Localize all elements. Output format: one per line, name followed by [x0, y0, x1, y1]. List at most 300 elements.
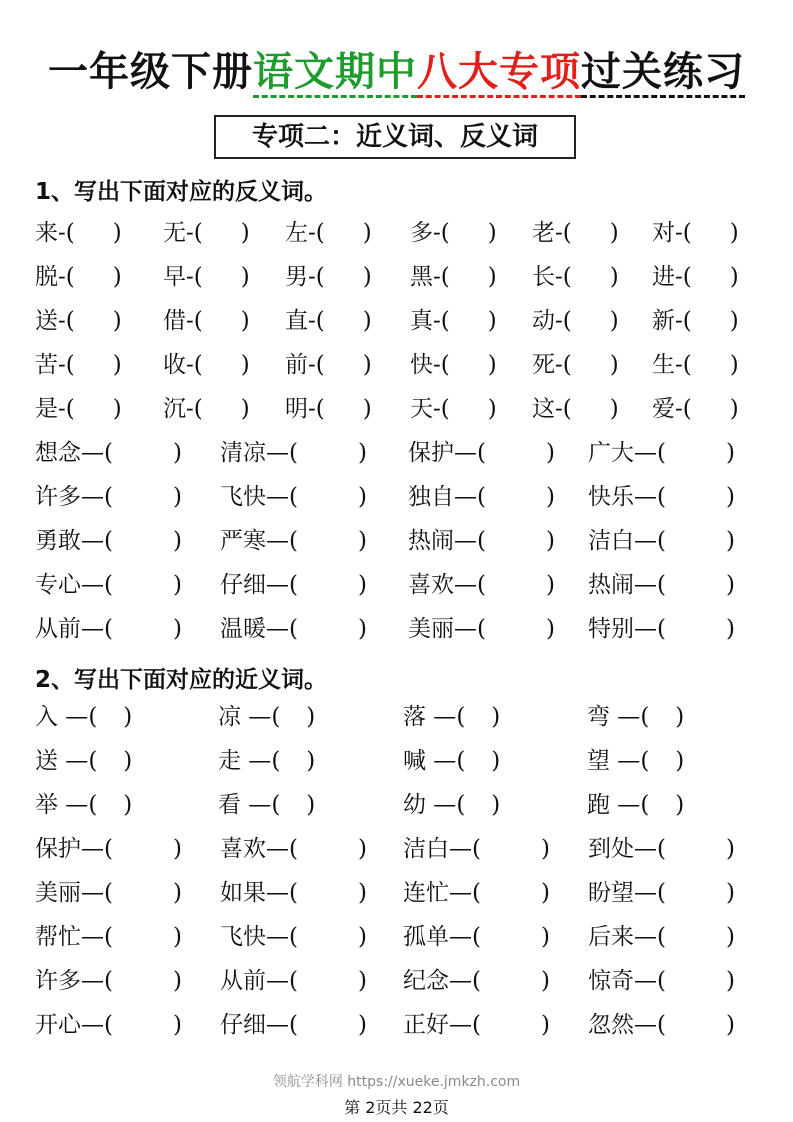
- answer-blank[interactable]: ( ): [562, 352, 619, 378]
- answer-blank[interactable]: ( ): [104, 440, 182, 466]
- answer-blank[interactable]: ( ): [271, 704, 316, 730]
- word-label: 仔细: [220, 572, 266, 598]
- answer-blank[interactable]: ( ): [289, 1012, 367, 1038]
- word-item: [218, 697, 315, 737]
- dash: -: [58, 396, 66, 422]
- word-label: 洁白: [403, 836, 449, 862]
- answer-blank[interactable]: ( ): [477, 484, 555, 510]
- dash: —: [81, 968, 104, 994]
- word-label: 无: [163, 220, 186, 246]
- word-label: 美丽: [408, 616, 454, 642]
- answer-blank[interactable]: ( ): [289, 484, 367, 510]
- answer-blank[interactable]: ( ): [562, 220, 619, 246]
- word-item: [35, 257, 122, 297]
- word-item: [285, 257, 372, 297]
- dash: -: [433, 396, 441, 422]
- word-label: 专心: [35, 572, 81, 598]
- word-item: [403, 917, 550, 957]
- word-label: 生: [652, 352, 675, 378]
- dash: —: [454, 484, 477, 510]
- dash: —: [634, 616, 657, 642]
- word-label: 望: [587, 748, 610, 774]
- answer-blank[interactable]: ( ): [104, 572, 182, 598]
- dash: —: [454, 440, 477, 466]
- answer-blank[interactable]: ( ): [65, 264, 122, 290]
- answer-blank[interactable]: ( ): [315, 396, 372, 422]
- exercise-row: [0, 1005, 793, 1045]
- word-label: 帮忙: [35, 924, 81, 950]
- dash: —: [81, 572, 104, 598]
- exercise-row: [0, 477, 793, 517]
- answer-blank[interactable]: ( ): [88, 792, 133, 818]
- dash: —: [81, 924, 104, 950]
- answer-blank[interactable]: ( ): [104, 924, 182, 950]
- word-item: [403, 829, 550, 869]
- word-item: [35, 917, 182, 957]
- answer-blank[interactable]: ( ): [289, 968, 367, 994]
- exercise-row: [0, 345, 793, 385]
- word-item: [588, 477, 735, 517]
- word-label: 落: [403, 704, 426, 730]
- word-label: 对: [652, 220, 675, 246]
- word-item: [220, 477, 367, 517]
- answer-blank[interactable]: ( ): [440, 396, 497, 422]
- word-item: [218, 785, 315, 825]
- word-label: 直: [285, 308, 308, 334]
- answer-blank[interactable]: ( ): [271, 748, 316, 774]
- answer-blank[interactable]: ( ): [104, 880, 182, 906]
- word-label: 快乐: [588, 484, 634, 510]
- answer-blank[interactable]: ( ): [562, 308, 619, 334]
- word-label: 保护: [35, 836, 81, 862]
- word-label: 死: [532, 352, 555, 378]
- word-label: 广大: [588, 440, 634, 466]
- answer-blank[interactable]: ( ): [657, 440, 735, 466]
- answer-blank[interactable]: ( ): [477, 528, 555, 554]
- answer-blank[interactable]: ( ): [104, 528, 182, 554]
- word-item: [220, 521, 367, 561]
- answer-blank[interactable]: ( ): [315, 308, 372, 334]
- word-label: 洁白: [588, 528, 634, 554]
- word-label: 仔细: [220, 1012, 266, 1038]
- answer-blank[interactable]: ( ): [440, 220, 497, 246]
- answer-blank[interactable]: ( ): [640, 704, 685, 730]
- word-label: 如果: [220, 880, 266, 906]
- word-label: 入: [35, 704, 58, 730]
- word-label: 沉: [163, 396, 186, 422]
- word-item: [35, 477, 182, 517]
- dash: —: [610, 748, 641, 774]
- section2-heading: 2、写出下面对应的近义词。: [35, 667, 328, 693]
- exercise-row: [0, 873, 793, 913]
- word-item: [410, 345, 497, 385]
- footer-page-number: 第 2页共 22页: [344, 1098, 449, 1117]
- word-item: [35, 213, 122, 253]
- exercise-row: [0, 301, 793, 341]
- word-item: [652, 301, 739, 341]
- word-label: 飞快: [220, 484, 266, 510]
- word-item: [408, 565, 555, 605]
- word-label: 来: [35, 220, 58, 246]
- answer-blank[interactable]: ( ): [472, 880, 550, 906]
- dash: —: [449, 1012, 472, 1038]
- word-label: 这: [532, 396, 555, 422]
- exercise-row: [0, 521, 793, 561]
- dash: -: [675, 396, 683, 422]
- exercise-row: [0, 697, 793, 737]
- answer-blank[interactable]: ( ): [682, 264, 739, 290]
- dash: -: [58, 352, 66, 378]
- word-label: 快: [410, 352, 433, 378]
- answer-blank[interactable]: ( ): [682, 396, 739, 422]
- word-item: [587, 741, 684, 781]
- answer-blank[interactable]: ( ): [289, 528, 367, 554]
- word-label: 动: [532, 308, 555, 334]
- word-item: [410, 301, 497, 341]
- exercise-row: [0, 785, 793, 825]
- word-label: 温暖: [220, 616, 266, 642]
- answer-blank[interactable]: ( ): [456, 792, 501, 818]
- word-label: 孤单: [403, 924, 449, 950]
- word-item: [163, 213, 250, 253]
- dash: -: [555, 352, 563, 378]
- dash: —: [266, 440, 289, 466]
- word-item: [532, 257, 619, 297]
- word-item: [285, 345, 372, 385]
- answer-blank[interactable]: ( ): [104, 968, 182, 994]
- word-item: [285, 301, 372, 341]
- answer-blank[interactable]: ( ): [289, 924, 367, 950]
- answer-blank[interactable]: ( ): [289, 440, 367, 466]
- answer-blank[interactable]: ( ): [289, 572, 367, 598]
- exercise-row: [0, 565, 793, 605]
- answer-blank[interactable]: ( ): [472, 968, 550, 994]
- word-item: [588, 609, 735, 649]
- section-subtitle: 专项二：近义词、反义词: [214, 115, 576, 159]
- dash: -: [308, 308, 316, 334]
- answer-blank[interactable]: ( ): [88, 748, 133, 774]
- word-label: 喜欢: [220, 836, 266, 862]
- word-item: [35, 1005, 182, 1045]
- exercise-row: [0, 961, 793, 1001]
- answer-blank[interactable]: ( ): [88, 704, 133, 730]
- dash: —: [634, 484, 657, 510]
- word-item: [220, 829, 367, 869]
- word-item: [163, 345, 250, 385]
- dash: —: [610, 792, 641, 818]
- answer-blank[interactable]: ( ): [456, 748, 501, 774]
- answer-blank[interactable]: ( ): [562, 396, 619, 422]
- dash: —: [81, 440, 104, 466]
- word-item: [403, 785, 500, 825]
- answer-blank[interactable]: ( ): [440, 308, 497, 334]
- word-label: 爱: [652, 396, 675, 422]
- answer-blank[interactable]: ( ): [440, 264, 497, 290]
- dash: —: [266, 572, 289, 598]
- dash: -: [308, 352, 316, 378]
- word-label: 黑: [410, 264, 433, 290]
- word-label: 勇敢: [35, 528, 81, 554]
- word-item: [408, 433, 555, 473]
- title-part-grade: 一年级下册: [48, 49, 253, 95]
- dash: -: [186, 308, 194, 334]
- dash: —: [634, 1012, 657, 1038]
- word-label: 许多: [35, 484, 81, 510]
- answer-blank[interactable]: ( ): [104, 836, 182, 862]
- answer-blank[interactable]: ( ): [682, 308, 739, 334]
- word-item: [588, 433, 735, 473]
- dash: —: [266, 484, 289, 510]
- word-label: 跑: [587, 792, 610, 818]
- answer-blank[interactable]: ( ): [477, 440, 555, 466]
- word-label: 弯: [587, 704, 610, 730]
- word-item: [285, 389, 372, 429]
- exercise-row: [0, 389, 793, 429]
- answer-blank[interactable]: ( ): [657, 1012, 735, 1038]
- word-label: 热闹: [408, 528, 454, 554]
- word-label: 正好: [403, 1012, 449, 1038]
- word-label: 老: [532, 220, 555, 246]
- answer-blank[interactable]: ( ): [65, 352, 122, 378]
- dash: —: [454, 572, 477, 598]
- word-item: [532, 213, 619, 253]
- word-item: [220, 433, 367, 473]
- dash: —: [81, 528, 104, 554]
- dash: —: [266, 968, 289, 994]
- dash: —: [634, 968, 657, 994]
- word-item: [403, 873, 550, 913]
- dash: —: [449, 924, 472, 950]
- word-item: [218, 741, 315, 781]
- answer-blank[interactable]: ( ): [104, 616, 182, 642]
- dash: -: [433, 264, 441, 290]
- word-label: 苦: [35, 352, 58, 378]
- word-item: [403, 1005, 550, 1045]
- word-item: [35, 301, 122, 341]
- word-label: 天: [410, 396, 433, 422]
- word-item: [410, 257, 497, 297]
- exercise-row: [0, 829, 793, 869]
- dash: —: [634, 440, 657, 466]
- dash: —: [634, 924, 657, 950]
- word-item: [532, 345, 619, 385]
- answer-blank[interactable]: ( ): [477, 572, 555, 598]
- answer-blank[interactable]: ( ): [440, 352, 497, 378]
- answer-blank[interactable]: ( ): [315, 264, 372, 290]
- answer-blank[interactable]: ( ): [193, 396, 250, 422]
- dash: -: [675, 308, 683, 334]
- dash: -: [308, 396, 316, 422]
- dash: -: [186, 264, 194, 290]
- dash: -: [308, 220, 316, 246]
- word-item: [35, 609, 182, 649]
- word-label: 许多: [35, 968, 81, 994]
- answer-blank[interactable]: ( ): [657, 836, 735, 862]
- answer-blank[interactable]: ( ): [65, 308, 122, 334]
- dash: -: [555, 396, 563, 422]
- word-label: 严寒: [220, 528, 266, 554]
- answer-blank[interactable]: ( ): [657, 924, 735, 950]
- word-item: [588, 873, 735, 913]
- word-item: [587, 697, 684, 737]
- exercise-row: [0, 257, 793, 297]
- answer-blank[interactable]: ( ): [104, 484, 182, 510]
- answer-blank[interactable]: ( ): [193, 264, 250, 290]
- word-item: [35, 389, 122, 429]
- dash: -: [675, 220, 683, 246]
- dash: -: [433, 352, 441, 378]
- exercise-row: [0, 741, 793, 781]
- word-label: 早: [163, 264, 186, 290]
- dash: -: [186, 396, 194, 422]
- word-label: 真: [410, 308, 433, 334]
- word-item: [163, 389, 250, 429]
- word-item: [410, 389, 497, 429]
- answer-blank[interactable]: ( ): [657, 484, 735, 510]
- dash: —: [58, 704, 89, 730]
- dash: —: [426, 704, 457, 730]
- answer-blank[interactable]: ( ): [657, 572, 735, 598]
- dash: —: [634, 836, 657, 862]
- word-label: 左: [285, 220, 308, 246]
- word-item: [408, 477, 555, 517]
- word-label: 到处: [588, 836, 634, 862]
- answer-blank[interactable]: ( ): [65, 396, 122, 422]
- word-label: 明: [285, 396, 308, 422]
- answer-blank[interactable]: ( ): [477, 616, 555, 642]
- answer-blank[interactable]: ( ): [562, 264, 619, 290]
- word-label: 特别: [588, 616, 634, 642]
- word-item: [220, 961, 367, 1001]
- dash: —: [81, 880, 104, 906]
- answer-blank[interactable]: ( ): [193, 308, 250, 334]
- answer-blank[interactable]: ( ): [65, 220, 122, 246]
- dash: —: [241, 704, 272, 730]
- word-label: 保护: [408, 440, 454, 466]
- word-item: [220, 565, 367, 605]
- word-label: 长: [532, 264, 555, 290]
- exercise-row: [0, 609, 793, 649]
- answer-blank[interactable]: ( ): [640, 792, 685, 818]
- answer-blank[interactable]: ( ): [315, 352, 372, 378]
- dash: —: [81, 484, 104, 510]
- answer-blank[interactable]: ( ): [193, 220, 250, 246]
- dash: —: [426, 792, 457, 818]
- word-item: [652, 389, 739, 429]
- answer-blank[interactable]: ( ): [315, 220, 372, 246]
- word-label: 走: [218, 748, 241, 774]
- answer-blank[interactable]: ( ): [657, 968, 735, 994]
- dash: —: [266, 924, 289, 950]
- section1-heading: 1、写出下面对应的反义词。: [35, 179, 328, 205]
- word-item: [532, 389, 619, 429]
- dash: -: [555, 264, 563, 290]
- word-item: [35, 433, 182, 473]
- title-part-topics: 八大专项: [417, 49, 581, 98]
- word-item: [410, 213, 497, 253]
- dash: -: [186, 220, 194, 246]
- exercise-row: [0, 213, 793, 253]
- word-item: [220, 873, 367, 913]
- answer-blank[interactable]: ( ): [472, 1012, 550, 1038]
- word-label: 忽然: [588, 1012, 634, 1038]
- dash: —: [81, 1012, 104, 1038]
- word-item: [587, 785, 684, 825]
- word-label: 纪念: [403, 968, 449, 994]
- word-item: [408, 521, 555, 561]
- word-label: 幼: [403, 792, 426, 818]
- answer-blank[interactable]: ( ): [472, 924, 550, 950]
- word-item: [403, 697, 500, 737]
- word-item: [35, 961, 182, 1001]
- word-item: [35, 697, 132, 737]
- word-label: 清凉: [220, 440, 266, 466]
- dash: —: [266, 880, 289, 906]
- answer-blank[interactable]: ( ): [657, 528, 735, 554]
- dash: —: [454, 528, 477, 554]
- dash: —: [266, 836, 289, 862]
- answer-blank[interactable]: ( ): [289, 616, 367, 642]
- dash: -: [555, 220, 563, 246]
- answer-blank[interactable]: ( ): [657, 616, 735, 642]
- word-label: 借: [163, 308, 186, 334]
- word-label: 从前: [220, 968, 266, 994]
- word-label: 盼望: [588, 880, 634, 906]
- word-item: [652, 213, 739, 253]
- word-item: [35, 873, 182, 913]
- word-item: [220, 1005, 367, 1045]
- word-item: [588, 1005, 735, 1045]
- answer-blank[interactable]: ( ): [640, 748, 685, 774]
- word-label: 脱: [35, 264, 58, 290]
- answer-blank[interactable]: ( ): [271, 792, 316, 818]
- word-label: 多: [410, 220, 433, 246]
- dash: —: [426, 748, 457, 774]
- dash: —: [266, 616, 289, 642]
- word-label: 男: [285, 264, 308, 290]
- dash: —: [241, 792, 272, 818]
- word-item: [220, 917, 367, 957]
- title-part-subject: 语文期中: [253, 49, 417, 98]
- answer-blank[interactable]: ( ): [289, 880, 367, 906]
- dash: -: [186, 352, 194, 378]
- word-label: 进: [652, 264, 675, 290]
- word-label: 送: [35, 748, 58, 774]
- answer-blank[interactable]: ( ): [682, 220, 739, 246]
- answer-blank[interactable]: ( ): [682, 352, 739, 378]
- answer-blank[interactable]: ( ): [193, 352, 250, 378]
- word-label: 连忙: [403, 880, 449, 906]
- dash: —: [449, 836, 472, 862]
- dash: -: [58, 220, 66, 246]
- word-item: [403, 741, 500, 781]
- answer-blank[interactable]: ( ): [472, 836, 550, 862]
- word-item: [163, 301, 250, 341]
- word-label: 美丽: [35, 880, 81, 906]
- word-item: [35, 345, 122, 385]
- dash: —: [449, 968, 472, 994]
- answer-blank[interactable]: ( ): [289, 836, 367, 862]
- word-item: [588, 917, 735, 957]
- answer-blank[interactable]: ( ): [657, 880, 735, 906]
- word-item: [588, 521, 735, 561]
- answer-blank[interactable]: ( ): [456, 704, 501, 730]
- word-item: [35, 521, 182, 561]
- word-label: 独自: [408, 484, 454, 510]
- exercise-row: [0, 917, 793, 957]
- answer-blank[interactable]: ( ): [104, 1012, 182, 1038]
- word-item: [403, 961, 550, 1001]
